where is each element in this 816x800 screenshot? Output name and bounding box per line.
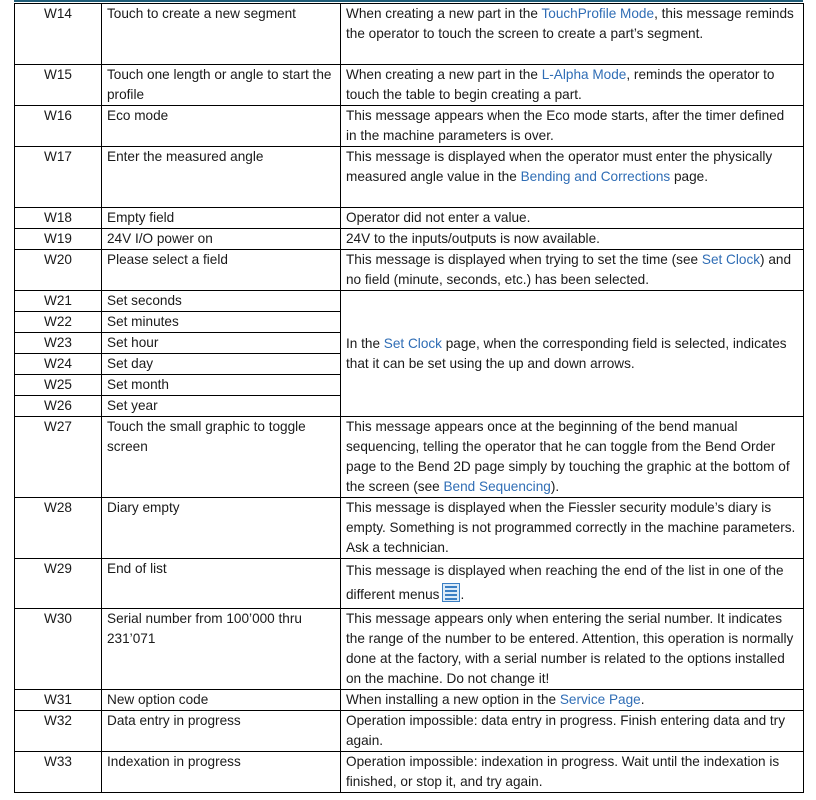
code-cell: W29 [15,559,102,609]
description-cell: When installing a new option in the Service Page. [341,690,804,711]
code-cell: W22 [15,312,102,333]
code-cell: W16 [15,106,102,147]
code-cell: W15 [15,65,102,106]
code-cell: W33 [15,752,102,793]
table-row [15,4,804,65]
message-cell: New option code [102,690,341,711]
table-row [15,291,804,312]
code-cell: W32 [15,711,102,752]
table-row [15,609,804,690]
description-cell: Operator did not enter a value. [341,208,804,229]
code-cell: W28 [15,498,102,559]
description-cell: In the Set Clock page, when the corresponding field is selected, indicates that it can be set using the up and down arrows. [341,291,804,417]
code-cell: W14 [15,4,102,65]
code-cell: W31 [15,690,102,711]
table-row [15,690,804,711]
code-cell: W30 [15,609,102,690]
table-row [15,106,804,147]
description-cell: When creating a new part in the L-Alpha Mode, reminds the operator to touch the table to begin creating a part. [341,65,804,106]
description-cell: This message is displayed when the Fiessler security module’s diary is empty. Something is not programmed correctly in the machine parameters. Ask a technician. [341,498,804,559]
table-row [15,711,804,752]
code-cell: W25 [15,375,102,396]
table-row [15,229,804,250]
code-cell: W23 [15,333,102,354]
table-row [15,147,804,208]
description-cell: This message appears when the Eco mode starts, after the timer defined in the machine parameters is over. [341,106,804,147]
message-cell: Serial number from 100’000 thru 231’071 [102,609,341,690]
code-cell: W17 [15,147,102,208]
link-set-clock[interactable]: Set Clock [701,252,761,267]
table-row [15,498,804,559]
list-menu-icon [442,583,460,602]
table-row [15,752,804,793]
code-cell: W26 [15,396,102,417]
description-cell: Operation impossible: indexation in progress. Wait until the indexation is finished, or stop it, and try again. [341,752,804,793]
code-cell: W18 [15,208,102,229]
link-set-clock[interactable]: Set Clock [383,335,442,351]
table-row [15,417,804,498]
code-cell: W20 [15,250,102,291]
table-row [15,559,804,609]
table-row [15,65,804,106]
code-cell: W24 [15,354,102,375]
description-cell: Operation impossible: data entry in progress. Finish entering data and try again. [341,711,804,752]
message-cell: Set seconds [102,291,341,312]
message-cell: Set day [102,354,341,375]
top-rule [14,0,803,2]
message-cell: Enter the measured angle [102,147,341,208]
description-cell: This message appears only when entering the serial number. It indicates the range of the number to be entered. Attention, this operation is normally done at the factory, with a serial number is related to the options installed on the machine. Do not change it! [341,609,804,690]
message-cell: Touch one length or angle to start the profile [102,65,341,106]
message-cell: Set year [102,396,341,417]
message-cell: Touch to create a new segment [102,4,341,65]
message-cell: Data entry in progress [102,711,341,752]
code-cell: W27 [15,417,102,498]
message-cell: Eco mode [102,106,341,147]
message-cell: Empty field [102,208,341,229]
description-cell: This message is displayed when the operator must enter the physically measured angle value in the Bending and Corrections page. [341,147,804,208]
message-cell: Indexation in progress [102,752,341,793]
link-bend-sequencing[interactable]: Bend Sequencing [443,479,551,494]
message-cell: End of list [102,559,341,609]
description-cell: This message is displayed when trying to set the time (see Set Clock) and no field (minute, seconds, etc.) has been selected. [341,250,804,291]
message-cell: Touch the small graphic to toggle screen [102,417,341,498]
message-cell: Set hour [102,333,341,354]
table-row [15,208,804,229]
link-touchprofile-mode[interactable]: TouchProfile Mode [541,6,655,21]
message-cell: Set month [102,375,341,396]
link-bending-and-corrections[interactable]: Bending and Corrections [520,169,671,184]
description-cell: This message is displayed when reaching the end of the list in one of the different menus . [341,559,804,609]
message-cell: 24V I/O power on [102,229,341,250]
description-cell: 24V to the inputs/outputs is now available. [341,229,804,250]
link-l-alpha-mode[interactable]: L-Alpha Mode [541,67,627,82]
message-cell: Please select a field [102,250,341,291]
message-cell: Set minutes [102,312,341,333]
link-service-page[interactable]: Service Page [559,692,641,707]
messages-table [14,3,804,793]
code-cell: W19 [15,229,102,250]
message-cell: Diary empty [102,498,341,559]
table-row [15,250,804,291]
description-cell: This message appears once at the beginning of the bend manual sequencing, telling the operator that he can toggle from the Bend Order page to the Bend 2D page simply by touching the graphic at the bottom of the screen (see Bend Sequencing). [341,417,804,498]
code-cell: W21 [15,291,102,312]
description-cell: When creating a new part in the TouchProfile Mode, this message reminds the operator to touch the screen to create a part’s segment. [341,4,804,65]
